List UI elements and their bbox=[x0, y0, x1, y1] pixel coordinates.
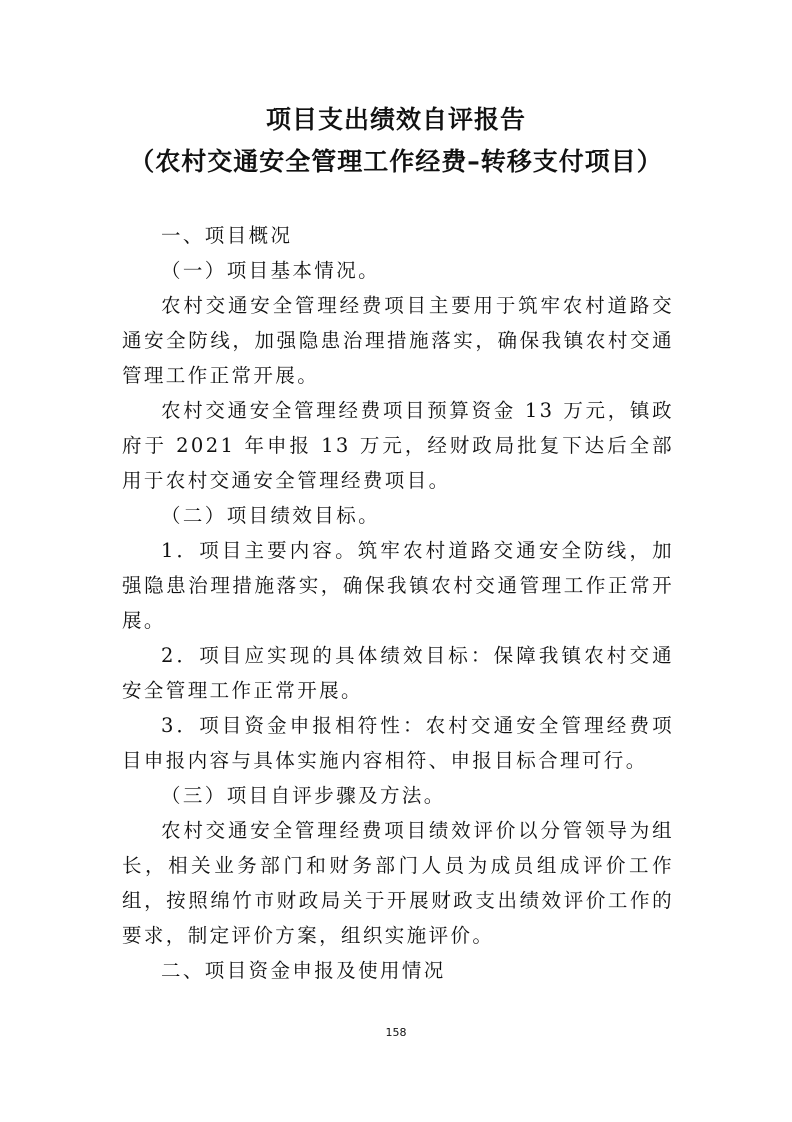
list-item: 2．项目应实现的具体绩效目标：保障我镇农村交通安全管理工作正常开展。 bbox=[122, 644, 674, 702]
page-number: 158 bbox=[385, 1026, 407, 1039]
paragraph: 农村交通安全管理经费项目绩效评价以分管领导为组长，相关业务部门和财务部门人员为成员组成评价工作组，按照绵竹市财政局关于开展财政支出绩效评价工作的要求，制定评价方案，组织实施评价。 bbox=[122, 819, 674, 947]
subsection-heading-2: （二）项目绩效目标。 bbox=[161, 504, 381, 527]
list-item: 3．项目资金申报相符性：农村交通安全管理经费项目申报内容与具体实施内容相符、申报目标合理可行。 bbox=[122, 714, 674, 772]
report-subtitle: （农村交通安全管理工作经费–转移支付项目） bbox=[129, 147, 663, 176]
subsection-heading-1: （一）项目基本情况。 bbox=[161, 259, 381, 282]
report-title: 项目支出绩效自评报告 bbox=[265, 105, 526, 134]
subsection-heading-3: （三）项目自评步骤及方法。 bbox=[161, 784, 446, 807]
paragraph: 农村交通安全管理经费项目主要用于筑牢农村道路交通安全防线，加强隐患治理措施落实，确保我镇农村交通管理工作正常开展。 bbox=[122, 294, 674, 387]
paragraph: 农村交通安全管理经费项目预算资金 13 万元，镇政府于 2021 年申报 13 万元，经财政局批复下达后全部用于农村交通安全管理经费项目。 bbox=[122, 399, 674, 492]
list-item: 1．项目主要内容。筑牢农村道路交通安全防线，加强隐患治理措施落实，确保我镇农村交通管理工作正常开展。 bbox=[122, 539, 674, 632]
section-heading-1: 一、项目概况 bbox=[161, 224, 293, 247]
report-body bbox=[122, 218, 674, 988]
section-heading-2: 二、项目资金申报及使用情况 bbox=[161, 959, 446, 982]
